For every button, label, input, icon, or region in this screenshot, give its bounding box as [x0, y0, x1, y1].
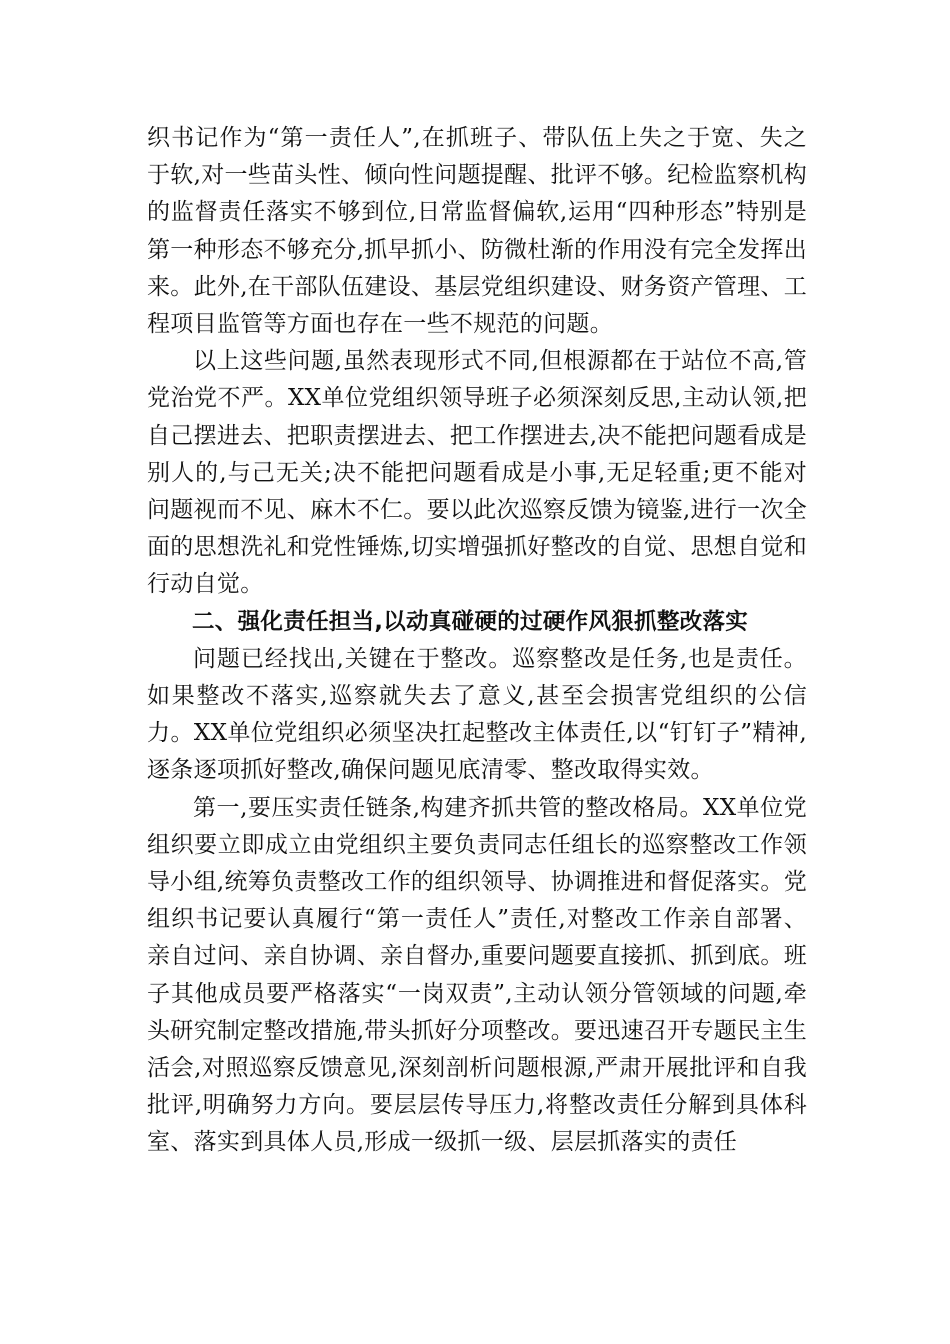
body-paragraph-4: 第一,要压实责任链条,构建齐抓共管的整改格局。XX单位党组织要立即成立由党组织主要负责同志任组长的巡察整改工作领导小组,统筹负责整改工作的组织领导、协调推进和督促落实。党组织书记要认真履行“第一责任人”责任,对整改工作亲自部署、亲自过问、亲自协调、亲自督办,重要问题要直接抓、抓到底。班子其他成员要严格落实“一岗双责”,主动认领分管领域的问题,牵头研究制定整改措施,带头抓好分项整改。要迅速召开专题民主生活会,对照巡察反馈意见,深刻剖析问题根源,严肃开展批评和自我批评,明确努力方向。要层层传导压力,将整改责任分解到具体科室、落实到具体人员,形成一级抓一级、层层抓落实的责任	[147, 794, 808, 1156]
section-heading: 二、强化责任担当,以动真碰硬的过硬作风狠抓整改落实	[192, 608, 749, 635]
body-paragraph-2: 以上这些问题,虽然表现形式不同,但根源都在于站位不高,管党治党不严。XX单位党组织领导班子必须深刻反思,主动认领,把自己摆进去、把职责摆进去、把工作摆进去,决不能把问题看成是别人的,与己无关;决不能把问题看成是小事,无足轻重;更不能对问题视而不见、麻木不仁。要以此次巡察反馈为镜鉴,进行一次全面的思想洗礼和党性锤炼,切实增强抓好整改的自觉、思想自觉和行动自觉。	[147, 348, 808, 598]
document-page	[147, 120, 807, 1162]
body-paragraph-1: 织书记作为“第一责任人”,在抓班子、带队伍上失之于宽、失之于软,对一些苗头性、倾向性问题提醒、批评不够。纪检监察机构的监督责任落实不够到位,日常监督偏软,运用“四种形态”特别是第一种形态不够充分,抓早抓小、防微杜渐的作用没有完全发挥出来。此外,在干部队伍建设、基层党组织建设、财务资产管理、工程项目监管等方面也存在一些不规范的问题。	[147, 125, 808, 338]
body-paragraph-3: 问题已经找出,关键在于整改。巡察整改是任务,也是责任。如果整改不落实,巡察就失去了意义,甚至会损害党组织的公信力。XX单位党组织必须坚决扛起整改主体责任,以“钉钉子”精神,逐条逐项抓好整改,确保问题见底清零、整改取得实效。	[147, 645, 807, 784]
